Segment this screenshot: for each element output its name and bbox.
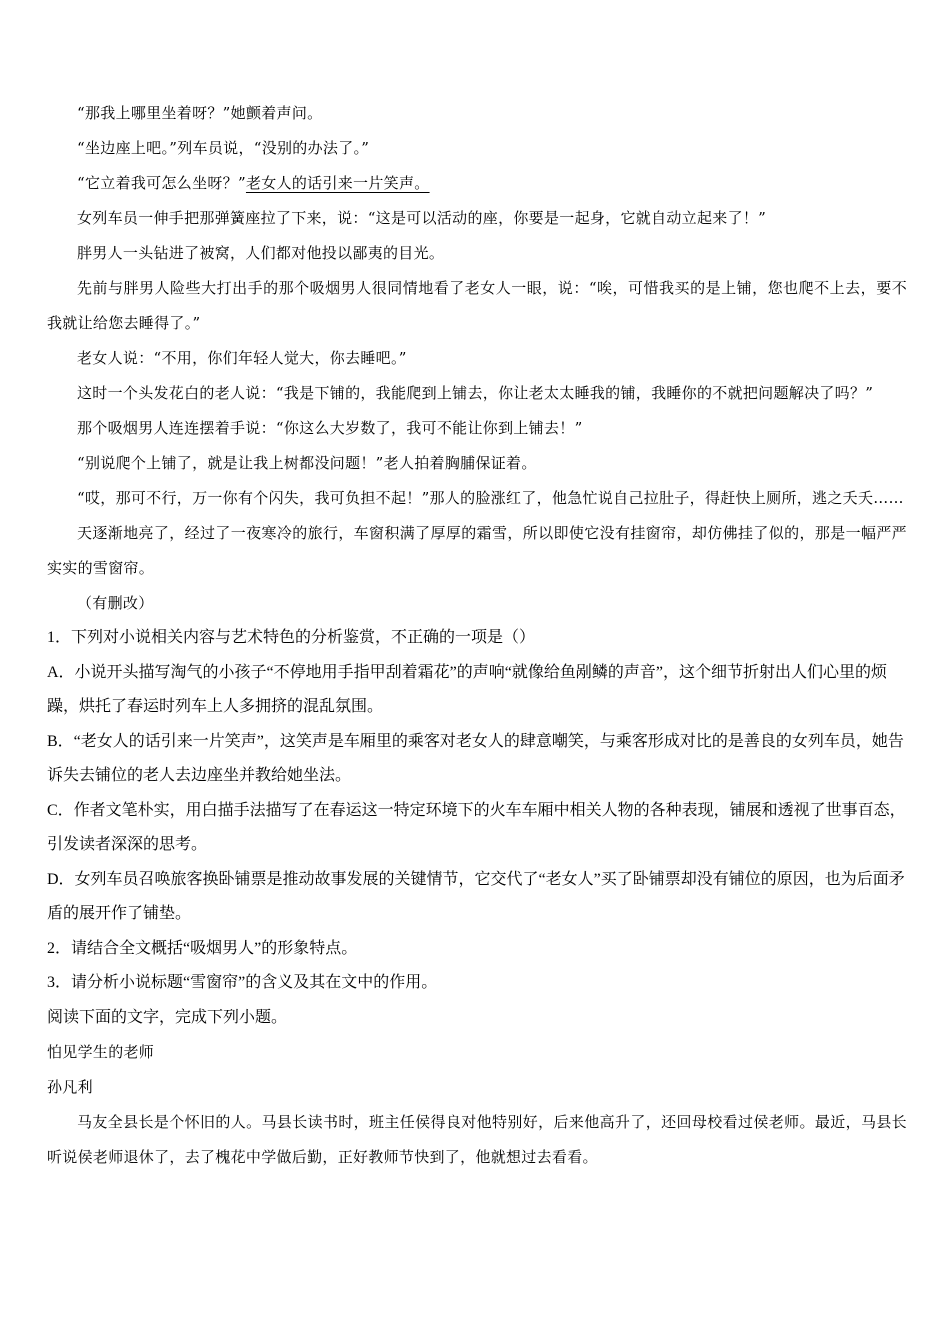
next-story-paragraph: 马友全县长是个怀旧的人。马县长读书时，班主任侯得良对他特别好，后来他高升了，还回母校看过侯老师。最近，马县长听说侯老师退休了，去了槐花中学做后勤，正好教师节快到了，他就想过去看看。 [47, 1113, 907, 1166]
story-paragraph [47, 166, 907, 201]
story-paragraph: “哎，那可不行，万一你有个闪失，我可负担不起！”那人的脸涨红了，他急忙说自己拉肚子，得赶快上厕所，逃之夭夭…… [77, 489, 904, 507]
story-paragraph: “那我上哪里坐着呀？”她颤着声问。 [77, 104, 323, 122]
underlined-sentence: 老女人的话引来一片笑声。 [245, 174, 430, 192]
question-1-option-c: C．作者文笔朴实，用白描手法描写了在春运这一特定环境下的火车车厢中相关人物的各种表现，铺展和透视了世事百态，引发读者深深的思考。 [47, 801, 906, 853]
question-1-option-b: B．“老女人的话引来一片笑声”，这笑声是车厢里的乘客对老女人的肆意嘲笑，与乘客形成对比的是善良的女列车员，她告诉失去铺位的老人去边座坐并教给她坐法。 [47, 732, 904, 784]
question-1: 1．下列对小说相关内容与艺术特色的分析鉴赏，不正确的一项是（） [47, 629, 536, 646]
story-paragraph: 胖男人一头钻进了被窝，人们都对他投以鄙夷的目光。 [77, 244, 445, 262]
story-paragraph: “别说爬个上铺了，就是让我上树都没问题！”老人拍着胸脯保证着。 [77, 454, 537, 472]
reading-instruction: 阅读下面的文字，完成下列小题。 [47, 1008, 288, 1026]
next-story-author: 孙凡利 [47, 1078, 93, 1096]
source-note: （有删改） [77, 594, 154, 612]
story-paragraph: 先前与胖男人险些大打出手的那个吸烟男人很同情地看了老女人一眼，说：“唉，可惜我买的是上铺，您也爬不上去，要不我就让给您去睡得了。” [47, 279, 907, 332]
story-paragraph: 那个吸烟男人连连摆着手说：“你这么大岁数了，我可不能让你到上铺去！” [77, 419, 583, 437]
story-paragraph: 女列车员一伸手把那弹簧座拉了下来，说：“这是可以活动的座，你要是一起身，它就自动立起来了！” [77, 209, 767, 227]
story-paragraph: 这时一个头发花白的老人说：“我是下铺的，我能爬到上铺去，你让老太太睡我的铺，我睡你的不就把问题解决了吗？” [77, 384, 874, 402]
story-quote: “它立着我可怎么坐呀？” [77, 174, 246, 192]
question-1-option-a: A．小说开头描写淘气的小孩子“不停地用手指甲刮着霜花”的声响“就像给鱼剐鳞的声音”，这个细节折射出人们心里的烦躁，烘托了春运时列车上人多拥挤的混乱氛围。 [47, 663, 887, 715]
story-paragraph: 天逐渐地亮了，经过了一夜寒冷的旅行，车窗积满了厚厚的霜雪，所以即使它没有挂窗帘，却仿佛挂了似的，那是一幅严严实实的雪窗帘。 [47, 524, 907, 577]
question-3: 3．请分析小说标题“雪窗帘”的含义及其在文中的作用。 [47, 974, 438, 991]
question-1-option-d: D．女列车员召唤旅客换卧铺票是推动故事发展的关键情节，它交代了“老女人”买了卧铺票却没有铺位的原因，也为后面矛盾的展开作了铺垫。 [47, 870, 905, 922]
next-story-title: 怕见学生的老师 [47, 1043, 155, 1061]
story-paragraph: 老女人说：“不用，你们年轻人觉大，你去睡吧。” [77, 349, 407, 367]
document-page [47, 96, 907, 1175]
question-2: 2．请结合全文概括“吸烟男人”的形象特点。 [47, 939, 358, 957]
story-paragraph: “坐边座上吧。”列车员说，“没别的办法了。” [77, 139, 370, 157]
